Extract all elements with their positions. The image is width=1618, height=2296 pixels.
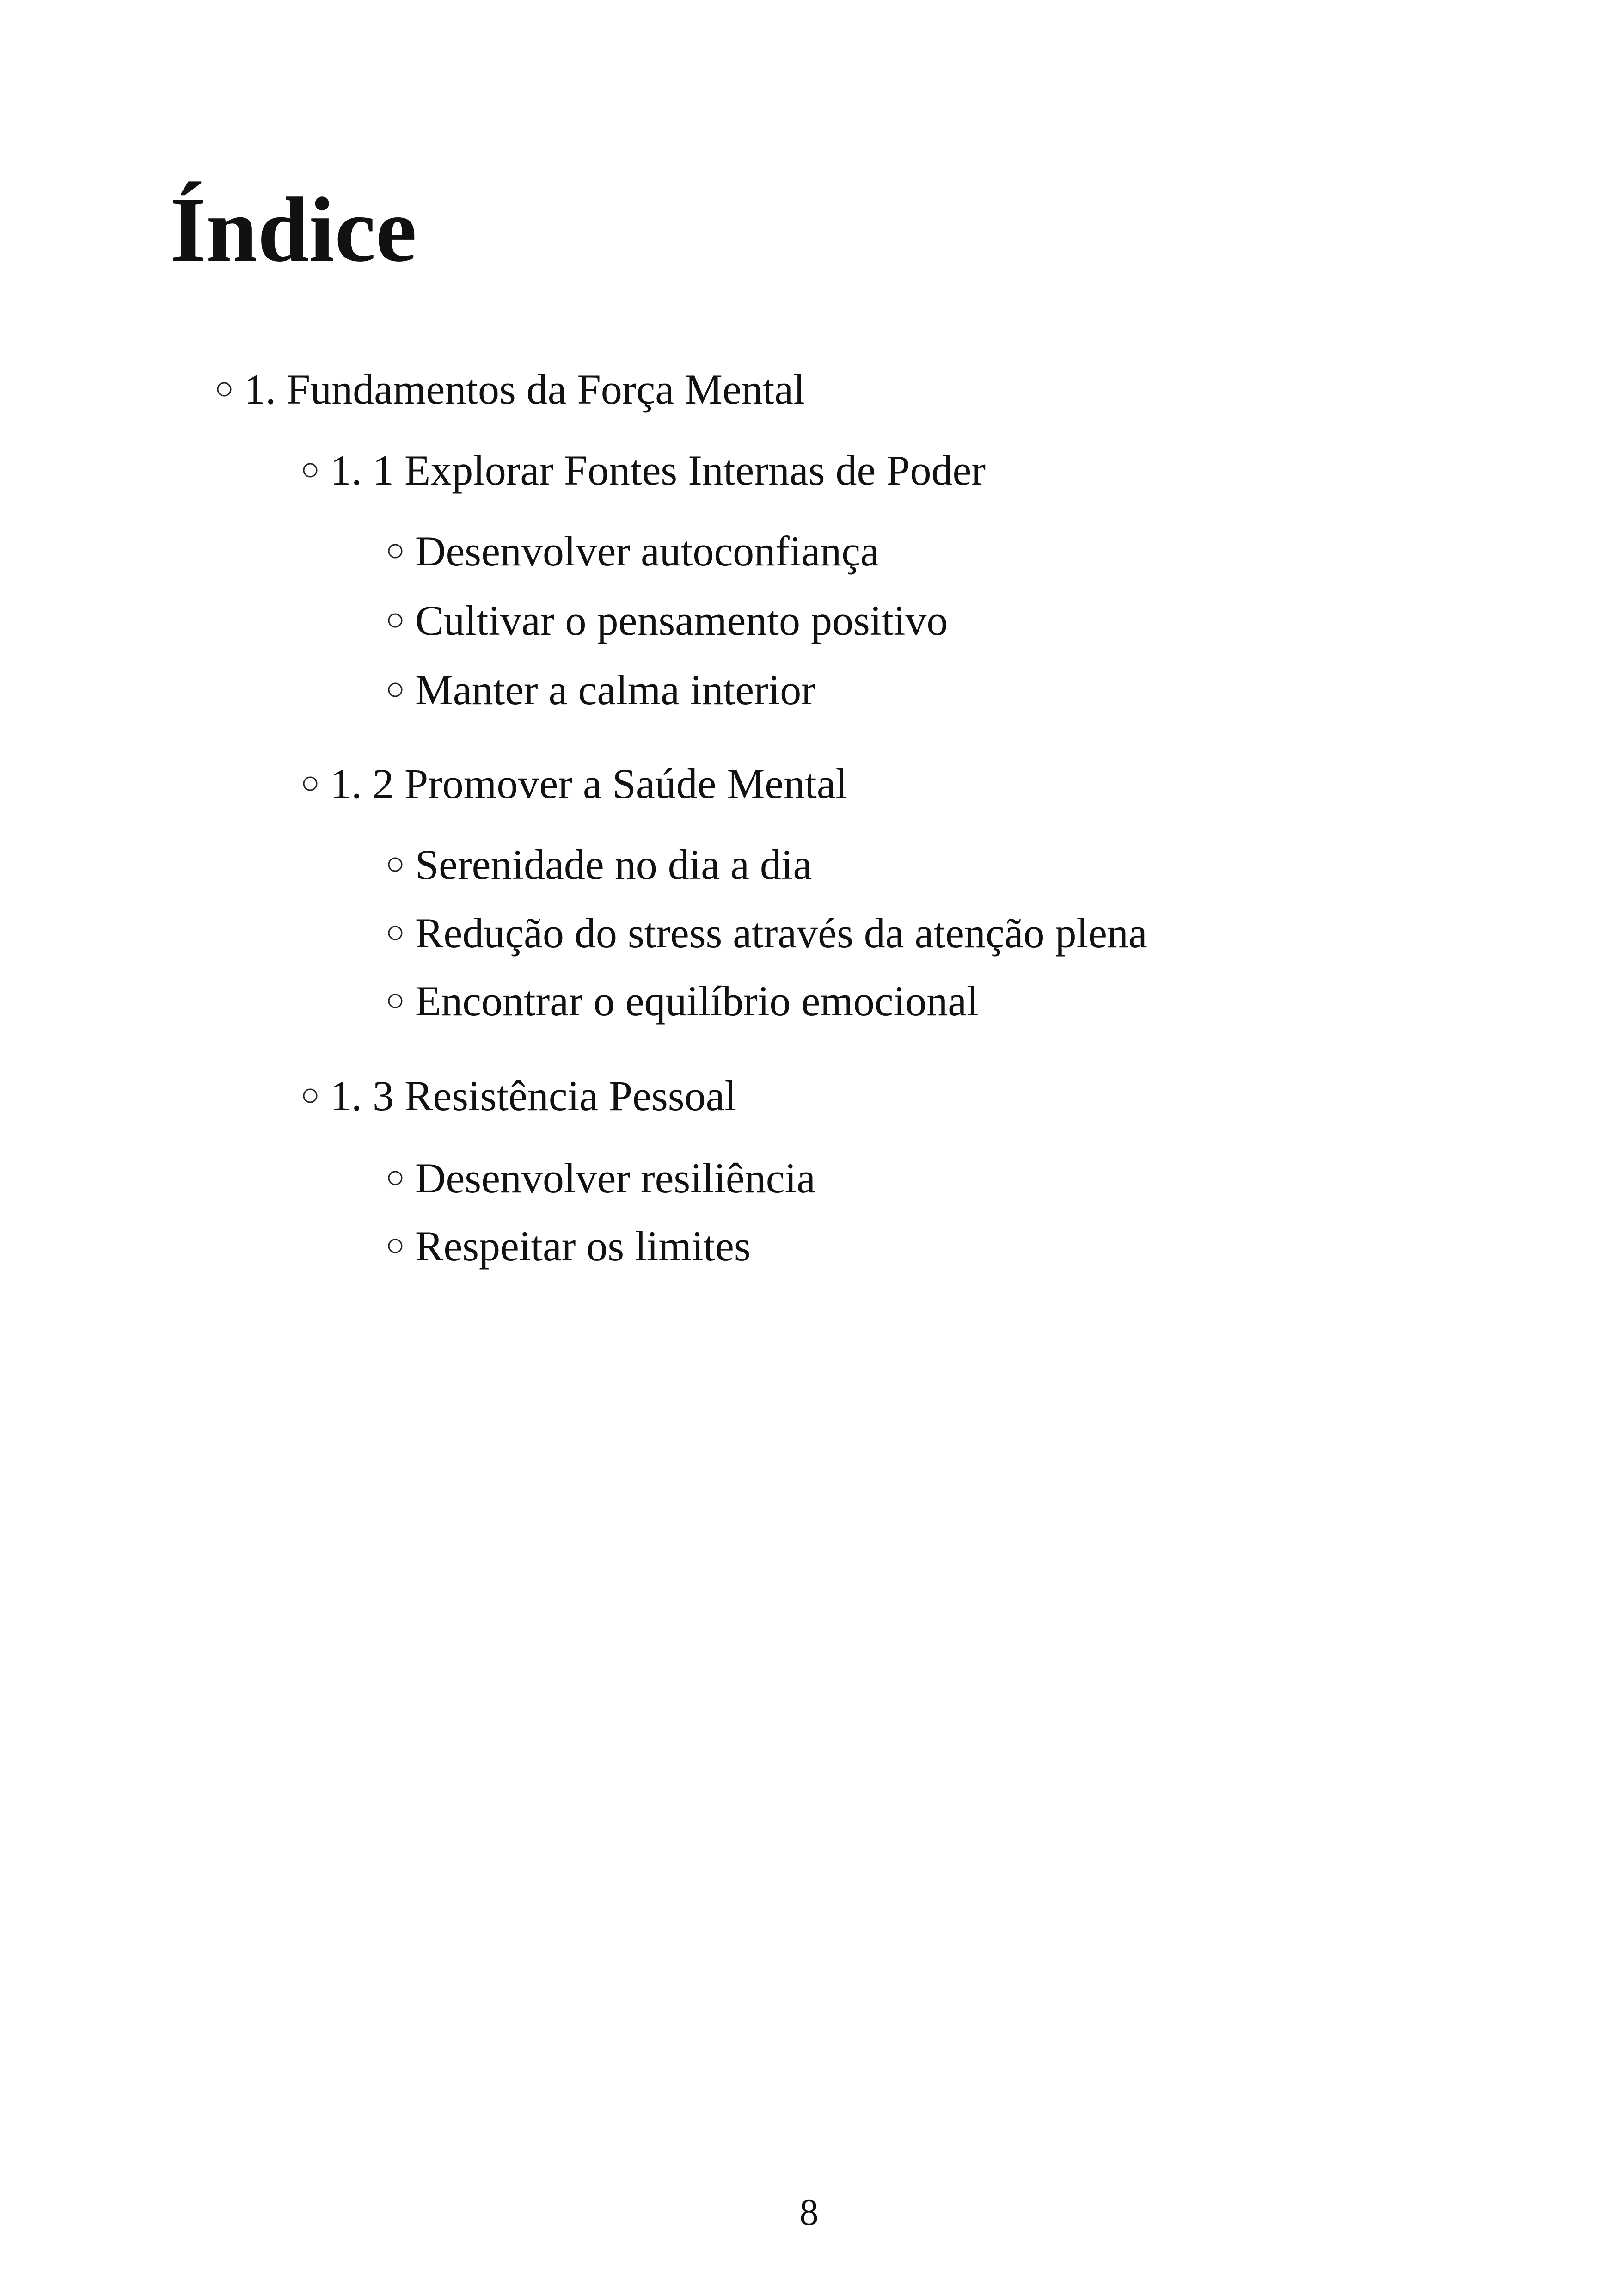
hollow-circle-icon — [387, 597, 415, 644]
toc-item-label: 1. 1 Explorar Fontes Internas de Poder — [330, 447, 986, 494]
hollow-circle-icon — [302, 761, 330, 807]
toc-item — [216, 366, 805, 412]
toc-item — [387, 910, 1147, 956]
toc-item — [387, 978, 979, 1024]
toc-item-label: Respeitar os limites — [415, 1222, 751, 1270]
toc-item — [302, 1073, 736, 1119]
hollow-circle-icon — [302, 447, 330, 493]
toc-item-label: Encontrar o equilíbrio emocional — [415, 977, 979, 1025]
toc-item-label: 1. Fundamentos da Força Mental — [244, 366, 805, 413]
hollow-circle-icon — [387, 528, 415, 574]
toc-item — [302, 761, 847, 807]
hollow-circle-icon — [387, 1223, 415, 1269]
toc-item — [302, 447, 986, 493]
toc-item — [387, 667, 815, 713]
toc-item — [387, 841, 812, 888]
hollow-circle-icon — [216, 366, 244, 412]
toc-item-label: Redução do stress através da atenção plena — [415, 909, 1147, 957]
hollow-circle-icon — [387, 841, 415, 888]
page-number: 8 — [799, 2191, 819, 2233]
toc-item-label: Cultivar o pensamento positivo — [415, 597, 948, 644]
toc-item-label: 1. 3 Resistência Pessoal — [330, 1072, 736, 1119]
toc-item-label: 1. 2 Promover a Saúde Mental — [330, 760, 848, 807]
toc-item-label: Desenvolver resiliência — [415, 1154, 815, 1202]
toc-item — [387, 1155, 815, 1201]
hollow-circle-icon — [387, 667, 415, 713]
hollow-circle-icon — [302, 1073, 330, 1119]
toc-item-label: Desenvolver autoconfiança — [415, 528, 879, 575]
hollow-circle-icon — [387, 978, 415, 1024]
toc-item — [387, 597, 948, 644]
toc-item — [387, 528, 879, 574]
toc-item — [387, 1223, 751, 1269]
toc-item-label: Serenidade no dia a dia — [415, 841, 812, 888]
toc-item-label: Manter a calma interior — [415, 666, 815, 713]
hollow-circle-icon — [387, 1155, 415, 1201]
hollow-circle-icon — [387, 910, 415, 956]
page-title: Índice — [170, 179, 417, 281]
